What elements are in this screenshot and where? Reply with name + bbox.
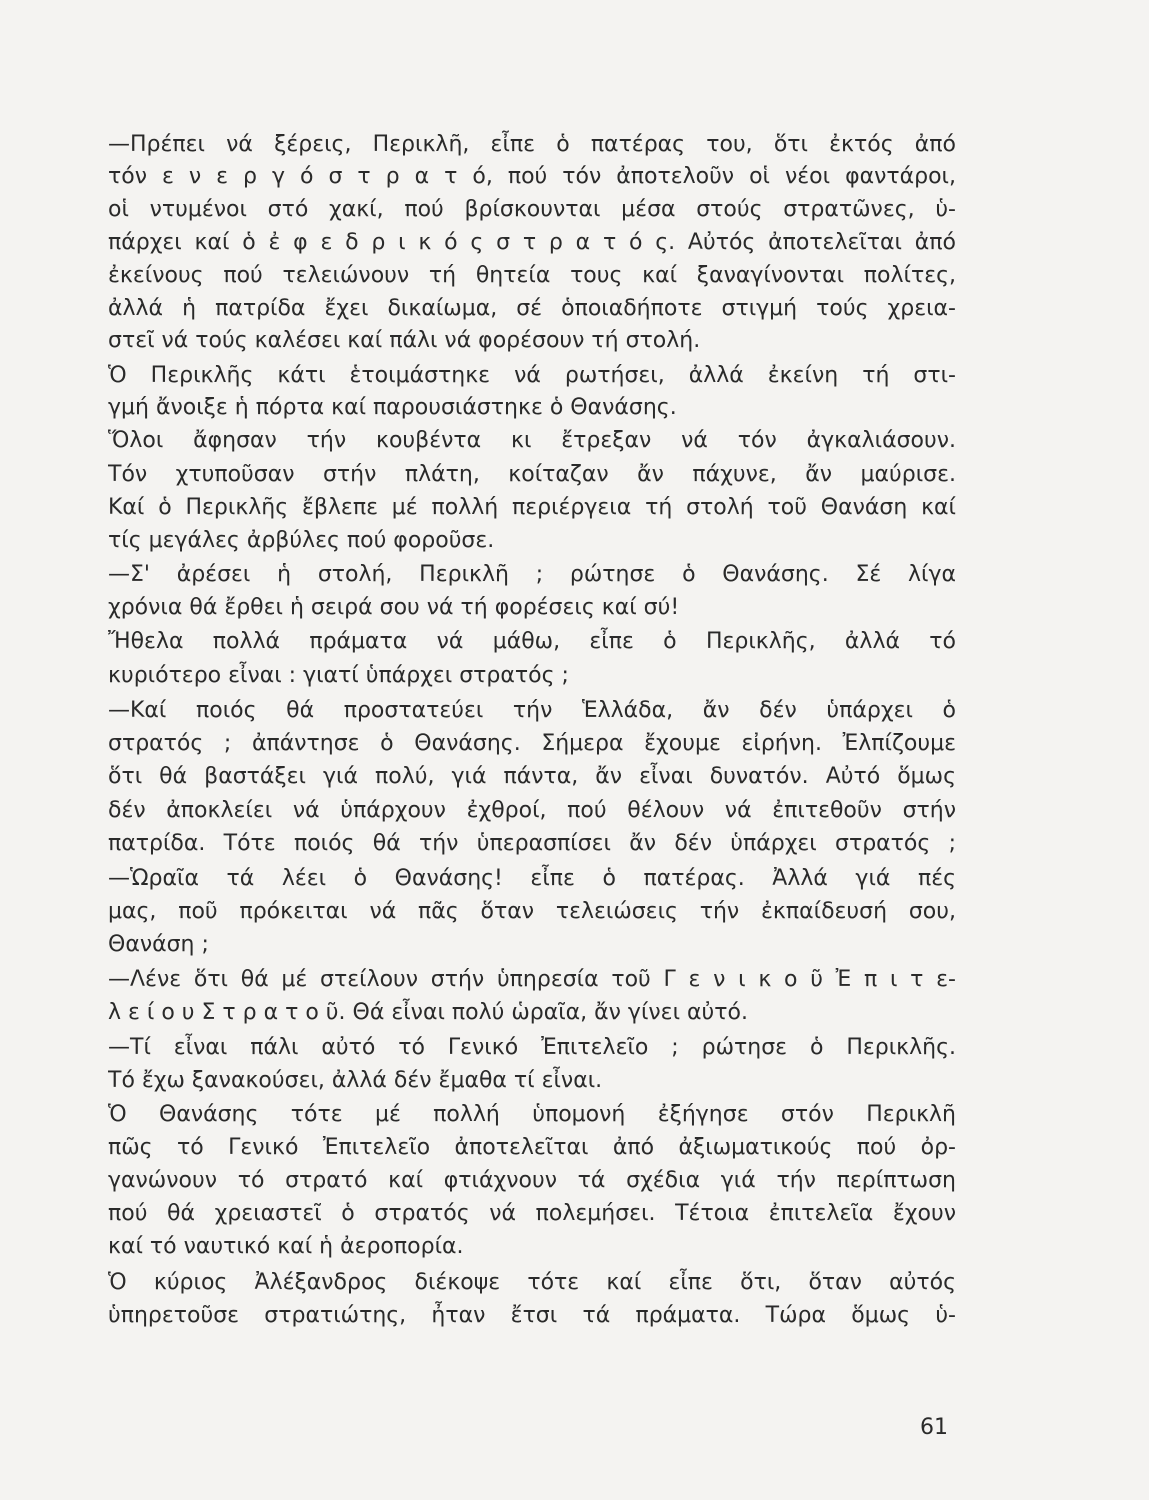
text-line: δέν ἀποκλείει νά ὑπάρχουν ἐχθροί, πού θέλουν νά ἐπιτεθοῦν στήν (108, 798, 956, 823)
text-line: Θανάση ; (108, 932, 209, 957)
text-line: τόν ε ν ε ρ γ ό σ τ ρ α τ ό, πού τόν ἀποτελοῦν οἱ νέοι φαντάροι, (108, 164, 956, 189)
text-line: πού θά χρειαστεῖ ὁ στρατός νά πολεμήσει. Τέτοια ἐπιτελεῖα ἔχουν (108, 1201, 956, 1226)
text-line: πάρχει καί ὁ ἐ φ ε δ ρ ι κ ό ς σ τ ρ α τ ό ς. Αὐτός ἀποτελεῖται ἀπό (108, 230, 956, 255)
text-line: καί τό ναυτικό καί ἡ ἀεροπορία. (108, 1234, 464, 1259)
text-line: Ὁ κύριος Ἀλέξανδρος διέκοψε τότε καί εἶπε ὅτι, ὅταν αὐτός (108, 1270, 956, 1295)
text-line: —Πρέπει νά ξέρεις, Περικλῆ, εἶπε ὁ πατέρας του, ὅτι ἐκτός ἀπό (108, 132, 956, 157)
text-line: —Λένε ὅτι θά μέ στείλουν στήν ὑπηρεσία τοῦ Γ ε ν ι κ ο ῦ Ἐ π ι τ ε- (108, 967, 956, 992)
text-line: —Καί ποιός θά προστατεύει τήν Ἑλλάδα, ἄν δέν ὑπάρχει ὁ (108, 698, 956, 723)
text-line: στρατός ; ἀπάντησε ὁ Θανάσης. Σήμερα ἔχουμε εἰρήνη. Ἐλπίζουμε (108, 731, 956, 756)
text-line: πῶς τό Γενικό Ἐπιτελεῖο ἀποτελεῖται ἀπό ἀξιωματικούς πού ὀρ- (108, 1135, 956, 1160)
text-line: —Τί εἶναι πάλι αὐτό τό Γενικό Ἐπιτελεῖο ; ρώτησε ὁ Περικλῆς. (108, 1035, 956, 1060)
text-line: Ὁ Θανάσης τότε μέ πολλή ὑπομονή ἐξήγησε στόν Περικλῆ (108, 1102, 956, 1127)
text-line: στεῖ νά τούς καλέσει καί πάλι νά φορέσουν τή στολή. (108, 328, 701, 353)
text-line: χρόνια θά ἔρθει ἡ σειρά σου νά τή φορέσεις καί σύ! (108, 595, 680, 620)
text-line: ἐκείνους πού τελειώνουν τή θητεία τους καί ξαναγίνονται πολίτες, (108, 263, 956, 288)
text-line: τίς μεγάλες ἀρβύλες πού φοροῦσε. (108, 528, 495, 553)
text-line: οἱ ντυμένοι στό χακί, πού βρίσκουνται μέσα στούς στρατῶνες, ὑ- (108, 197, 956, 222)
text-line: κυριότερο εἶναι : γιατί ὑπάρχει στρατός ; (108, 663, 569, 688)
text-line: γμή ἄνοιξε ἡ πόρτα καί παρουσιάστηκε ὁ Θανάσης. (108, 395, 677, 420)
text-line: πατρίδα. Τότε ποιός θά τήν ὑπερασπίσει ἄν δέν ὑπάρχει στρατός ; (108, 831, 956, 856)
text-line: Ὁ Περικλῆς κάτι ἑτοιμάστηκε νά ρωτήσει, ἀλλά ἐκείνη τή στι- (108, 363, 956, 388)
text-line: Τό ἔχω ξανακούσει, ἀλλά δέν ἔμαθα τί εἶναι. (108, 1068, 603, 1093)
text-line: λ ε ί ο υ Σ τ ρ α τ ο ῦ. Θά εἶναι πολύ ὡραῖα, ἄν γίνει αὐτό. (108, 1000, 748, 1025)
text-line: ὑπηρετοῦσε στρατιώτης, ἦταν ἔτσι τά πράματα. Τώρα ὅμως ὑ- (108, 1303, 956, 1328)
text-line: Ἤθελα πολλά πράματα νά μάθω, εἶπε ὁ Περικλῆς, ἀλλά τό (108, 629, 956, 654)
text-line: ἀλλά ἡ πατρίδα ἔχει δικαίωμα, σέ ὁποιαδήποτε στιγμή τούς χρεια- (108, 296, 956, 321)
text-line: ὅτι θά βαστάξει γιά πολύ, γιά πάντα, ἄν εἶναι δυνατόν. Αὐτό ὅμως (108, 764, 956, 789)
text-line: —Σ' ἀρέσει ἡ στολή, Περικλῆ ; ρώτησε ὁ Θανάσης. Σέ λίγα (108, 562, 956, 587)
page-number: 61 (920, 1415, 948, 1440)
text-line: μας, ποῦ πρόκειται νά πᾶς ὅταν τελειώσεις τήν ἐκπαίδευσή σου, (108, 899, 956, 924)
text-line: Ὅλοι ἄφησαν τήν κουβέντα κι ἔτρεξαν νά τόν ἀγκαλιάσουν. (108, 428, 956, 453)
text-line: Καί ὁ Περικλῆς ἔβλεπε μέ πολλή περιέργεια τή στολή τοῦ Θανάση καί (108, 495, 956, 520)
text-line: γανώνουν τό στρατό καί φτιάχνουν τά σχέδια γιά τήν περίπτωση (108, 1168, 956, 1193)
text-line: Τόν χτυποῦσαν στήν πλάτη, κοίταζαν ἄν πάχυνε, ἄν μαύρισε. (108, 462, 956, 487)
text-line: —Ὡραῖα τά λέει ὁ Θανάσης! εἶπε ὁ πατέρας. Ἀλλά γιά πές (108, 866, 956, 891)
